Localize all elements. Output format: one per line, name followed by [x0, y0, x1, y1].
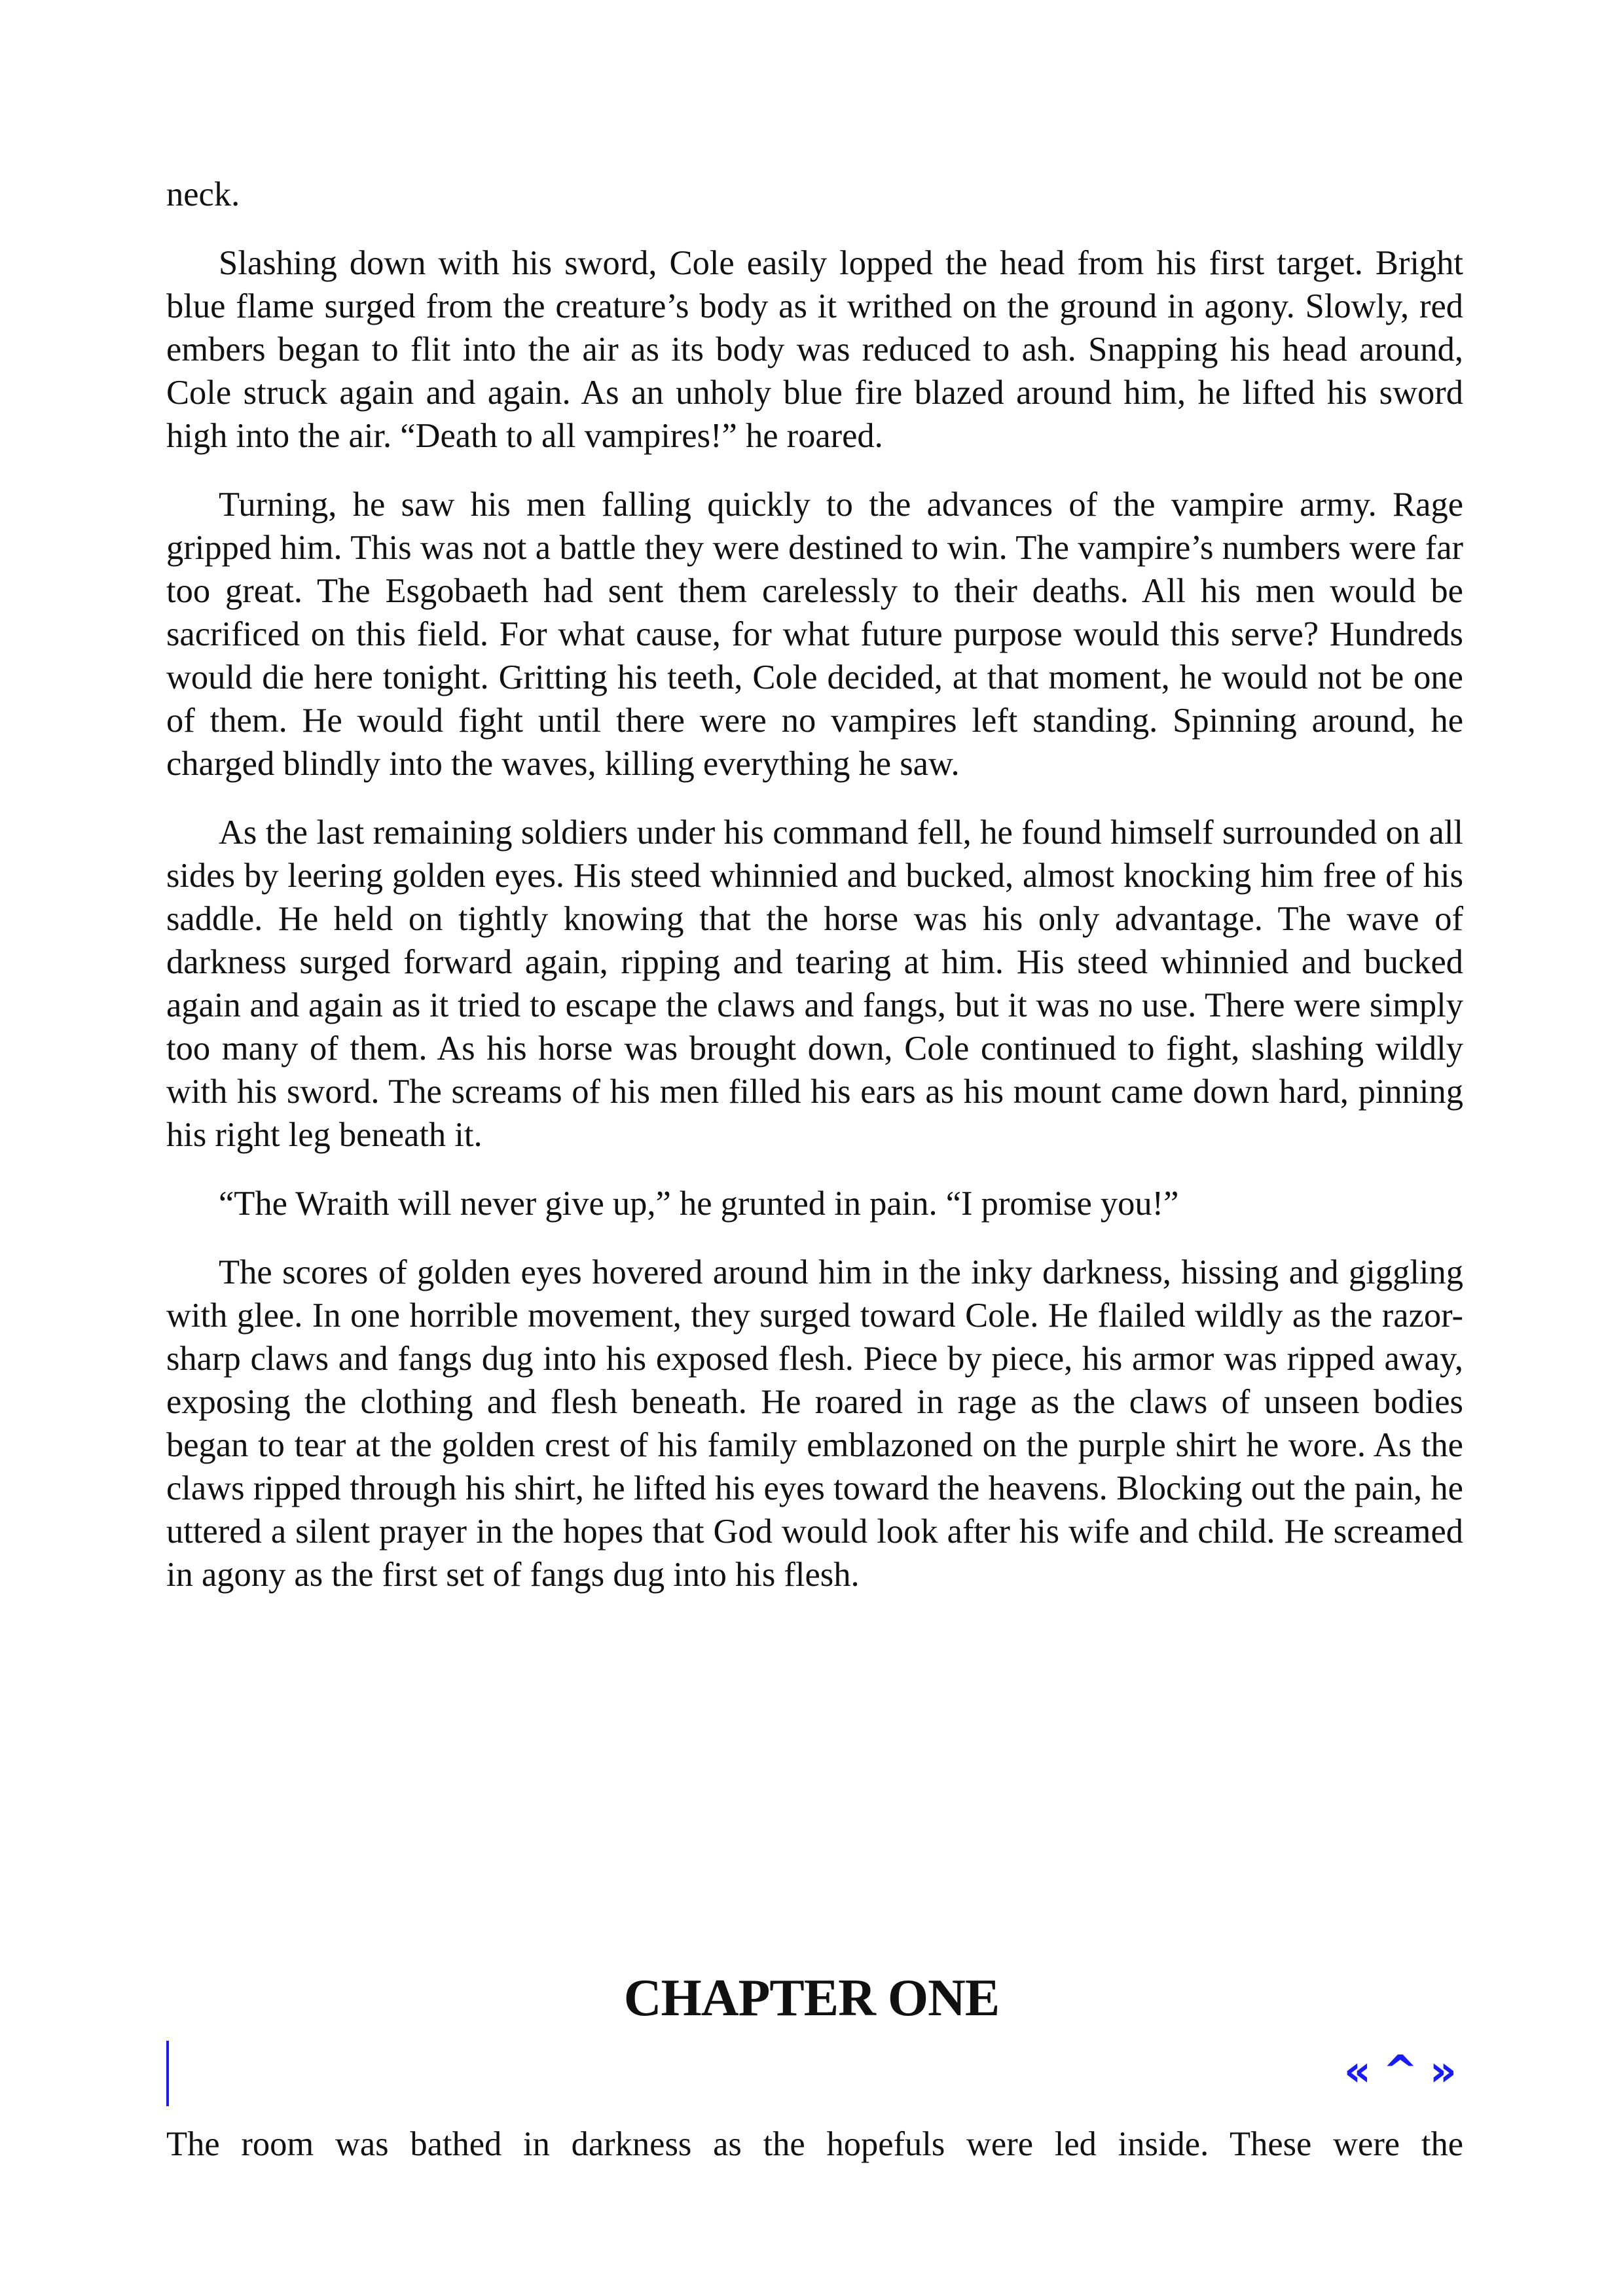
paragraph: Turning, he saw his men falling quickly to the advances of the vampire army. Rage gripped him. This was not a battle they were destined to win. The vampire’s numbers were far too great. The Esgobaeth had sent them carelessly to their deaths. All his men would be sacrificed on this field. For what cause, for what future purpose would this serve? Hundreds would die here tonight. Gritting his teeth, Cole decided, at that moment, he would not be one of them. He would fight until there were no vampires left standing. Spinning around, he charged blindly into the waves, killing everything he saw.: [166, 486, 1463, 783]
paragraph: neck.: [166, 175, 240, 213]
previous-chapter-link[interactable]: «: [1343, 2047, 1372, 2096]
prologue-text: [166, 173, 1463, 1622]
paragraph: The scores of golden eyes hovered around him in the inky darkness, hissing and giggling with glee. In one horrible movement, they surged toward Cole. He flailed wildly as the razor-sharp claws and fangs dug into his exposed flesh. Piece by piece, his armor was ripped away, exposing the clothing and flesh beneath. He roared in rage as the claws of unseen bodies began to tear at the golden crest of his family emblazoned on the purple shirt he wore. As the claws ripped through his shirt, he lifted his eyes toward the heavens. Blocking out the pain, he uttered a silent prayer in the hopes that God would look after his wife and child. He screamed in agony as the first set of fangs dug into his flesh.: [166, 1253, 1463, 1594]
chapter-title: CHAPTER ONE: [623, 1969, 1000, 2027]
paragraph: As the last remaining soldiers under his command fell, he found himself surrounded on all sides by leering golden eyes. His steed whinnied and bucked, almost knocking him free of his saddle. He held on tightly knowing that the horse was his only advantage. The wave of darkness surged forward again, ripping and tearing at him. His steed whinnied and bucked again and again as it tried to escape the claws and fangs, but it was no use. There were simply too many of them. As his horse was brought down, Cole continued to fight, slashing wildly with his sword. The screams of his men filled his ears as his mount came down hard, pinning his right leg beneath it.: [166, 814, 1463, 1154]
text-cursor-marker: [166, 2041, 169, 2106]
up-to-contents-link[interactable]: ^: [1383, 2047, 1418, 2096]
chapter-text: [166, 2123, 1463, 2191]
next-chapter-link[interactable]: »: [1429, 2047, 1457, 2096]
paragraph: “The Wraith will never give up,” he grunted in pain. “I promise you!”: [219, 1185, 1179, 1223]
paragraph: Slashing down with his sword, Cole easily lopped the head from his first target. Bright blue flame surged from the creature’s body as it writhed on the ground in agony. Slowly, red embers began to flit into the air as its body was reduced to ash. Snapping his head around, Cole struck again and again. As an unholy blue fire blazed around him, he lifted his sword high into the air. “Death to all vampires!” he roared.: [166, 244, 1463, 455]
chapter-navigation: [1344, 2042, 1457, 2101]
paragraph: The room was bathed in darkness as the hopefuls were led inside. These were the: [166, 2125, 1463, 2163]
